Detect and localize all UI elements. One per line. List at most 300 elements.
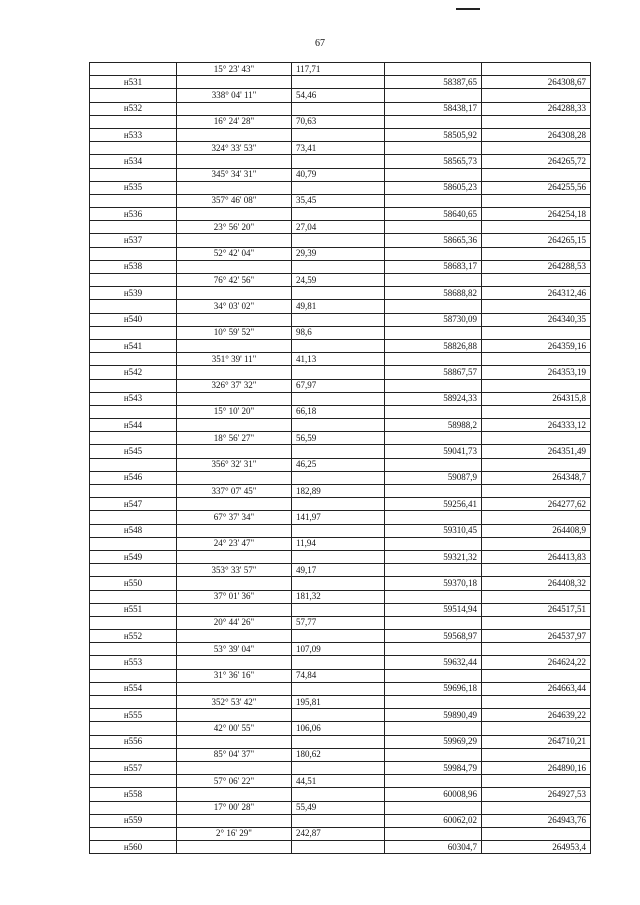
y-coordinate-cell	[482, 511, 591, 524]
x-coordinate-cell: 58988,2	[385, 419, 482, 432]
distance-cell: 46,25	[292, 458, 385, 471]
distance-cell	[292, 76, 385, 89]
distance-cell: 29,39	[292, 247, 385, 260]
y-coordinate-cell: 264288,33	[482, 102, 591, 115]
y-coordinate-cell	[482, 405, 591, 418]
x-coordinate-cell	[385, 89, 482, 102]
angle-cell	[177, 524, 292, 537]
distance-cell	[292, 656, 385, 669]
angle-cell	[177, 155, 292, 168]
point-row	[90, 366, 591, 379]
angle-cell	[177, 392, 292, 405]
angle-cell: 353° 33' 57"	[177, 564, 292, 577]
point-row	[90, 76, 591, 89]
x-coordinate-cell	[385, 432, 482, 445]
point-row	[90, 419, 591, 432]
distance-cell: 182,89	[292, 485, 385, 498]
point-name-cell: н532	[90, 102, 177, 115]
distance-cell	[292, 682, 385, 695]
angle-cell: 15° 10' 20"	[177, 405, 292, 418]
x-coordinate-cell	[385, 801, 482, 814]
point-name-cell	[90, 221, 177, 234]
x-coordinate-cell: 58867,57	[385, 366, 482, 379]
point-name-cell: н533	[90, 128, 177, 141]
point-row	[90, 260, 591, 273]
angle-cell: 345° 34' 31"	[177, 168, 292, 181]
point-name-cell: н546	[90, 471, 177, 484]
point-name-cell: н540	[90, 313, 177, 326]
distance-cell: 24,59	[292, 274, 385, 287]
point-name-cell: н551	[90, 603, 177, 616]
angle-cell: 52° 42' 04"	[177, 247, 292, 260]
segment-row	[90, 379, 591, 392]
point-name-cell	[90, 669, 177, 682]
point-row	[90, 761, 591, 774]
x-coordinate-cell: 59370,18	[385, 577, 482, 590]
y-coordinate-cell: 264308,67	[482, 76, 591, 89]
segment-row	[90, 827, 591, 840]
angle-cell	[177, 682, 292, 695]
point-name-cell: н547	[90, 498, 177, 511]
angle-cell: 34° 03' 02"	[177, 300, 292, 313]
x-coordinate-cell: 60008,96	[385, 788, 482, 801]
point-name-cell: н548	[90, 524, 177, 537]
x-coordinate-cell	[385, 274, 482, 287]
segment-row	[90, 485, 591, 498]
x-coordinate-cell	[385, 748, 482, 761]
x-coordinate-cell	[385, 63, 482, 76]
distance-cell: 11,94	[292, 537, 385, 550]
distance-cell	[292, 761, 385, 774]
angle-cell: 76° 42' 56"	[177, 274, 292, 287]
y-coordinate-cell: 264537,97	[482, 630, 591, 643]
point-name-cell	[90, 485, 177, 498]
angle-cell: 31° 36' 16"	[177, 669, 292, 682]
distance-cell: 74,84	[292, 669, 385, 682]
angle-cell	[177, 735, 292, 748]
segment-row	[90, 353, 591, 366]
angle-cell	[177, 313, 292, 326]
x-coordinate-cell: 58565,73	[385, 155, 482, 168]
x-coordinate-cell	[385, 643, 482, 656]
point-row	[90, 524, 591, 537]
x-coordinate-cell	[385, 247, 482, 260]
point-row	[90, 234, 591, 247]
angle-cell: 42° 00' 55"	[177, 722, 292, 735]
point-row	[90, 181, 591, 194]
segment-row	[90, 564, 591, 577]
distance-cell	[292, 630, 385, 643]
distance-cell: 73,41	[292, 142, 385, 155]
angle-cell	[177, 814, 292, 827]
distance-cell: 66,18	[292, 405, 385, 418]
point-name-cell	[90, 643, 177, 656]
x-coordinate-cell	[385, 696, 482, 709]
angle-cell	[177, 445, 292, 458]
x-coordinate-cell	[385, 537, 482, 550]
x-coordinate-cell: 58505,92	[385, 128, 482, 141]
point-row	[90, 208, 591, 221]
angle-cell	[177, 603, 292, 616]
angle-cell: 17° 00' 28"	[177, 801, 292, 814]
angle-cell	[177, 102, 292, 115]
x-coordinate-cell: 59568,97	[385, 630, 482, 643]
distance-cell	[292, 234, 385, 247]
point-name-cell: н554	[90, 682, 177, 695]
point-row	[90, 445, 591, 458]
angle-cell: 337° 07' 45"	[177, 485, 292, 498]
x-coordinate-cell: 58688,82	[385, 287, 482, 300]
y-coordinate-cell	[482, 247, 591, 260]
segment-row	[90, 748, 591, 761]
y-coordinate-cell: 264312,46	[482, 287, 591, 300]
x-coordinate-cell	[385, 458, 482, 471]
point-name-cell	[90, 63, 177, 76]
y-coordinate-cell	[482, 722, 591, 735]
point-name-cell	[90, 274, 177, 287]
angle-cell	[177, 630, 292, 643]
distance-cell	[292, 524, 385, 537]
y-coordinate-cell	[482, 616, 591, 629]
distance-cell: 27,04	[292, 221, 385, 234]
segment-row	[90, 405, 591, 418]
distance-cell	[292, 313, 385, 326]
distance-cell	[292, 788, 385, 801]
distance-cell	[292, 392, 385, 405]
y-coordinate-cell	[482, 89, 591, 102]
angle-cell: 20° 44' 26"	[177, 616, 292, 629]
x-coordinate-cell	[385, 115, 482, 128]
segment-row	[90, 168, 591, 181]
y-coordinate-cell: 264663,44	[482, 682, 591, 695]
point-name-cell	[90, 89, 177, 102]
y-coordinate-cell	[482, 775, 591, 788]
point-name-cell	[90, 564, 177, 577]
y-coordinate-cell: 264408,9	[482, 524, 591, 537]
x-coordinate-cell: 59632,44	[385, 656, 482, 669]
distance-cell	[292, 498, 385, 511]
y-coordinate-cell: 264408,32	[482, 577, 591, 590]
distance-cell	[292, 445, 385, 458]
angle-cell: 85° 04' 37"	[177, 748, 292, 761]
distance-cell: 41,13	[292, 353, 385, 366]
point-name-cell	[90, 696, 177, 709]
point-name-cell: н542	[90, 366, 177, 379]
distance-cell: 117,71	[292, 63, 385, 76]
y-coordinate-cell: 264254,18	[482, 208, 591, 221]
angle-cell: 356° 32' 31"	[177, 458, 292, 471]
point-name-cell: н559	[90, 814, 177, 827]
distance-cell	[292, 128, 385, 141]
x-coordinate-cell	[385, 775, 482, 788]
y-coordinate-cell: 264255,56	[482, 181, 591, 194]
y-coordinate-cell: 264265,72	[482, 155, 591, 168]
distance-cell: 195,81	[292, 696, 385, 709]
point-name-cell: н553	[90, 656, 177, 669]
segment-row	[90, 616, 591, 629]
point-name-cell	[90, 511, 177, 524]
x-coordinate-cell: 58640,65	[385, 208, 482, 221]
angle-cell: 18° 56' 27"	[177, 432, 292, 445]
y-coordinate-cell	[482, 748, 591, 761]
point-name-cell	[90, 432, 177, 445]
x-coordinate-cell	[385, 722, 482, 735]
point-row	[90, 498, 591, 511]
coordinates-table	[89, 62, 591, 854]
y-coordinate-cell	[482, 590, 591, 603]
point-row	[90, 339, 591, 352]
y-coordinate-cell: 264351,49	[482, 445, 591, 458]
page-number: 67	[315, 38, 325, 49]
header-rule	[456, 8, 480, 10]
segment-row	[90, 300, 591, 313]
y-coordinate-cell	[482, 827, 591, 840]
angle-cell: 67° 37' 34"	[177, 511, 292, 524]
distance-cell: 141,97	[292, 511, 385, 524]
point-name-cell: н534	[90, 155, 177, 168]
distance-cell: 56,59	[292, 432, 385, 445]
x-coordinate-cell	[385, 326, 482, 339]
angle-cell: 10° 59' 52"	[177, 326, 292, 339]
angle-cell: 16° 24' 28"	[177, 115, 292, 128]
x-coordinate-cell	[385, 590, 482, 603]
x-coordinate-cell: 59514,94	[385, 603, 482, 616]
distance-cell	[292, 102, 385, 115]
y-coordinate-cell: 264413,83	[482, 550, 591, 563]
angle-cell	[177, 761, 292, 774]
y-coordinate-cell: 264353,19	[482, 366, 591, 379]
x-coordinate-cell: 58438,17	[385, 102, 482, 115]
distance-cell	[292, 735, 385, 748]
x-coordinate-cell	[385, 485, 482, 498]
y-coordinate-cell: 264288,53	[482, 260, 591, 273]
segment-row	[90, 432, 591, 445]
x-coordinate-cell: 59969,29	[385, 735, 482, 748]
y-coordinate-cell	[482, 801, 591, 814]
y-coordinate-cell	[482, 63, 591, 76]
angle-cell	[177, 788, 292, 801]
point-row	[90, 550, 591, 563]
distance-cell	[292, 709, 385, 722]
point-name-cell	[90, 722, 177, 735]
y-coordinate-cell: 264340,35	[482, 313, 591, 326]
distance-cell: 49,81	[292, 300, 385, 313]
point-name-cell	[90, 247, 177, 260]
point-name-cell: н556	[90, 735, 177, 748]
point-row	[90, 841, 591, 854]
angle-cell	[177, 366, 292, 379]
point-name-cell: н560	[90, 841, 177, 854]
point-name-cell	[90, 300, 177, 313]
y-coordinate-cell: 264359,16	[482, 339, 591, 352]
distance-cell	[292, 366, 385, 379]
distance-cell: 67,97	[292, 379, 385, 392]
angle-cell	[177, 419, 292, 432]
angle-cell: 357° 46' 08"	[177, 194, 292, 207]
angle-cell: 53° 39' 04"	[177, 643, 292, 656]
y-coordinate-cell	[482, 379, 591, 392]
angle-cell: 324° 33' 53"	[177, 142, 292, 155]
point-row	[90, 788, 591, 801]
distance-cell	[292, 155, 385, 168]
point-name-cell: н531	[90, 76, 177, 89]
segment-row	[90, 696, 591, 709]
point-row	[90, 709, 591, 722]
distance-cell	[292, 841, 385, 854]
coordinates-table-body	[90, 63, 591, 854]
point-row	[90, 313, 591, 326]
distance-cell: 242,87	[292, 827, 385, 840]
point-name-cell: н535	[90, 181, 177, 194]
distance-cell: 98,6	[292, 326, 385, 339]
x-coordinate-cell	[385, 353, 482, 366]
angle-cell	[177, 128, 292, 141]
x-coordinate-cell: 59310,45	[385, 524, 482, 537]
point-row	[90, 102, 591, 115]
x-coordinate-cell: 59256,41	[385, 498, 482, 511]
angle-cell: 351° 39' 11"	[177, 353, 292, 366]
segment-row	[90, 511, 591, 524]
angle-cell: 326° 37' 32"	[177, 379, 292, 392]
y-coordinate-cell: 264308,28	[482, 128, 591, 141]
segment-row	[90, 115, 591, 128]
y-coordinate-cell	[482, 274, 591, 287]
x-coordinate-cell: 59321,32	[385, 550, 482, 563]
x-coordinate-cell	[385, 669, 482, 682]
angle-cell	[177, 234, 292, 247]
point-row	[90, 392, 591, 405]
point-name-cell	[90, 379, 177, 392]
x-coordinate-cell	[385, 827, 482, 840]
point-row	[90, 814, 591, 827]
angle-cell: 2° 16' 29"	[177, 827, 292, 840]
x-coordinate-cell: 60304,7	[385, 841, 482, 854]
x-coordinate-cell: 59087,9	[385, 471, 482, 484]
distance-cell: 44,51	[292, 775, 385, 788]
segment-row	[90, 326, 591, 339]
y-coordinate-cell	[482, 643, 591, 656]
segment-row	[90, 247, 591, 260]
x-coordinate-cell: 60062,02	[385, 814, 482, 827]
segment-row	[90, 590, 591, 603]
angle-cell	[177, 208, 292, 221]
distance-cell: 49,17	[292, 564, 385, 577]
distance-cell: 181,32	[292, 590, 385, 603]
x-coordinate-cell: 58605,23	[385, 181, 482, 194]
segment-row	[90, 458, 591, 471]
x-coordinate-cell	[385, 194, 482, 207]
y-coordinate-cell: 264348,7	[482, 471, 591, 484]
point-row	[90, 287, 591, 300]
y-coordinate-cell: 264265,15	[482, 234, 591, 247]
angle-cell	[177, 76, 292, 89]
x-coordinate-cell: 58683,17	[385, 260, 482, 273]
y-coordinate-cell: 264315,8	[482, 392, 591, 405]
point-name-cell: н549	[90, 550, 177, 563]
distance-cell	[292, 339, 385, 352]
x-coordinate-cell: 59984,79	[385, 761, 482, 774]
point-name-cell	[90, 590, 177, 603]
angle-cell	[177, 656, 292, 669]
point-name-cell	[90, 801, 177, 814]
y-coordinate-cell	[482, 564, 591, 577]
point-name-cell: н537	[90, 234, 177, 247]
point-name-cell	[90, 827, 177, 840]
y-coordinate-cell	[482, 168, 591, 181]
y-coordinate-cell	[482, 669, 591, 682]
distance-cell	[292, 814, 385, 827]
y-coordinate-cell: 264333,12	[482, 419, 591, 432]
distance-cell: 70,63	[292, 115, 385, 128]
distance-cell	[292, 260, 385, 273]
point-name-cell: н555	[90, 709, 177, 722]
distance-cell: 57,77	[292, 616, 385, 629]
distance-cell: 54,46	[292, 89, 385, 102]
distance-cell: 35,45	[292, 194, 385, 207]
point-name-cell: н544	[90, 419, 177, 432]
point-name-cell: н550	[90, 577, 177, 590]
point-name-cell: н541	[90, 339, 177, 352]
x-coordinate-cell	[385, 511, 482, 524]
y-coordinate-cell: 264277,62	[482, 498, 591, 511]
point-row	[90, 630, 591, 643]
angle-cell: 37° 01' 36"	[177, 590, 292, 603]
x-coordinate-cell: 58387,65	[385, 76, 482, 89]
point-name-cell	[90, 405, 177, 418]
segment-row	[90, 801, 591, 814]
x-coordinate-cell	[385, 300, 482, 313]
segment-row	[90, 537, 591, 550]
distance-cell: 107,09	[292, 643, 385, 656]
y-coordinate-cell	[482, 300, 591, 313]
x-coordinate-cell	[385, 616, 482, 629]
y-coordinate-cell: 264517,51	[482, 603, 591, 616]
point-name-cell: н552	[90, 630, 177, 643]
x-coordinate-cell: 58826,88	[385, 339, 482, 352]
angle-cell	[177, 471, 292, 484]
angle-cell: 352° 53' 42"	[177, 696, 292, 709]
point-name-cell: н558	[90, 788, 177, 801]
y-coordinate-cell	[482, 142, 591, 155]
point-name-cell	[90, 748, 177, 761]
distance-cell	[292, 181, 385, 194]
point-row	[90, 603, 591, 616]
angle-cell: 57° 06' 22"	[177, 775, 292, 788]
segment-row	[90, 194, 591, 207]
point-name-cell	[90, 168, 177, 181]
angle-cell	[177, 709, 292, 722]
angle-cell	[177, 841, 292, 854]
y-coordinate-cell	[482, 194, 591, 207]
segment-row	[90, 722, 591, 735]
point-name-cell	[90, 115, 177, 128]
x-coordinate-cell: 59890,49	[385, 709, 482, 722]
point-row	[90, 682, 591, 695]
point-name-cell: н557	[90, 761, 177, 774]
x-coordinate-cell: 58924,33	[385, 392, 482, 405]
angle-cell	[177, 498, 292, 511]
x-coordinate-cell	[385, 405, 482, 418]
angle-cell: 15° 23' 43"	[177, 63, 292, 76]
y-coordinate-cell	[482, 353, 591, 366]
distance-cell: 106,06	[292, 722, 385, 735]
y-coordinate-cell: 264943,76	[482, 814, 591, 827]
angle-cell: 23° 56' 20"	[177, 221, 292, 234]
point-name-cell	[90, 142, 177, 155]
distance-cell: 180,62	[292, 748, 385, 761]
x-coordinate-cell: 59696,18	[385, 682, 482, 695]
point-name-cell	[90, 353, 177, 366]
